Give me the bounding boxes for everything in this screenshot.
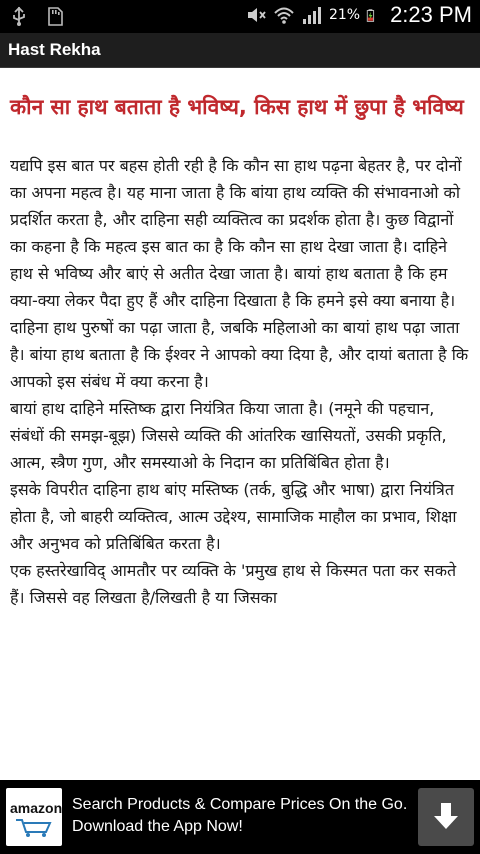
clock: 2:23 PM <box>390 2 472 27</box>
article-paragraph: यद्यपि इस बात पर बहस होती रही है कि कौन सा हाथ पढ़ना बेहतर है, पर दोनों का अपना महत्व है। यह माना जाता है कि बांया हाथ व्यक्ति की संभावनाओ को प्रदर्शित करता है, और दाहिना सही व्यक्तित्व का प्रदर्शक होता है। कुछ विद्वानों का कहना है कि महत्व इस बात का है कि कौन सा हाथ देखा जाता है। दाहिने हाथ से भविष्य और बाएं से अतीत देखा जाता है। बायां हाथ बताता है कि हम क्या-क्या लेकर पैदा हुए हैं और दाहिना दिखाता है कि हमने इसे क्या बनाया है। दाहिना हाथ पुरुषों का पढ़ा जाता है, जबकि महिलाओ का बायां हाथ पढ़ा जाता है। बांया हाथ बताता है कि ईश्वर ने आपको क्या दिया है, और दायां बताता है कि आपको इस संबंध में क्या करना है। <box>10 156 469 391</box>
article-content[interactable] <box>0 68 480 780</box>
usb-icon <box>8 5 30 27</box>
ad-brand: amazon <box>10 800 63 816</box>
ad-text[interactable]: Search Products & Compare Prices On the Go. Download the App Now! <box>72 796 408 835</box>
wifi-icon <box>273 4 295 26</box>
shopping-cart-icon <box>14 818 52 838</box>
signal-icon <box>301 4 323 26</box>
download-button[interactable] <box>418 788 474 846</box>
app-title: Hast Rekha <box>8 40 101 59</box>
battery-charging-icon <box>366 4 380 26</box>
status-bar <box>0 0 480 33</box>
sd-card-icon <box>44 5 66 27</box>
article-title: कौन सा हाथ बताता है भविष्य, किस हाथ में छुपा है भविष्य <box>10 95 464 119</box>
article-paragraph: बायां हाथ दाहिने मस्तिष्क द्वारा नियंत्रित किया जाता है। (नमूने की पहचान, संबंधों की समझ-बूझ) जिससे व्यक्ति की आंतरिक खासियतों, उसकी प्रकृति, आत्म, स्त्रैण गुण, और समस्याओ के निदान का प्रतिबिंबित होता है। <box>10 399 447 472</box>
article-paragraph: इसके विपरीत दाहिना हाथ बांए मस्तिष्क (तर्क, बुद्धि और भाषा) द्वारा नियंत्रित होता है, जो बाहरी व्यक्तित्व, आत्म उद्देश्य, सामाजिक माहौल का प्रभाव, शिक्षा और अनुभव को प्रतिबिंबित करता है। <box>10 480 457 553</box>
article-paragraph: एक हस्तरेखाविद् आमतौर पर व्यक्ति के 'प्रमुख हाथ से किस्मत पता कर सकते हैं। जिससे वह लिखता है/लिखती है या जिसका <box>10 561 457 607</box>
download-arrow-icon <box>432 801 460 833</box>
action-bar <box>0 33 480 68</box>
ad-banner[interactable] <box>0 780 480 854</box>
battery-percent: 21% <box>328 7 361 23</box>
amazon-logo[interactable] <box>6 788 62 846</box>
mute-icon <box>245 4 267 26</box>
